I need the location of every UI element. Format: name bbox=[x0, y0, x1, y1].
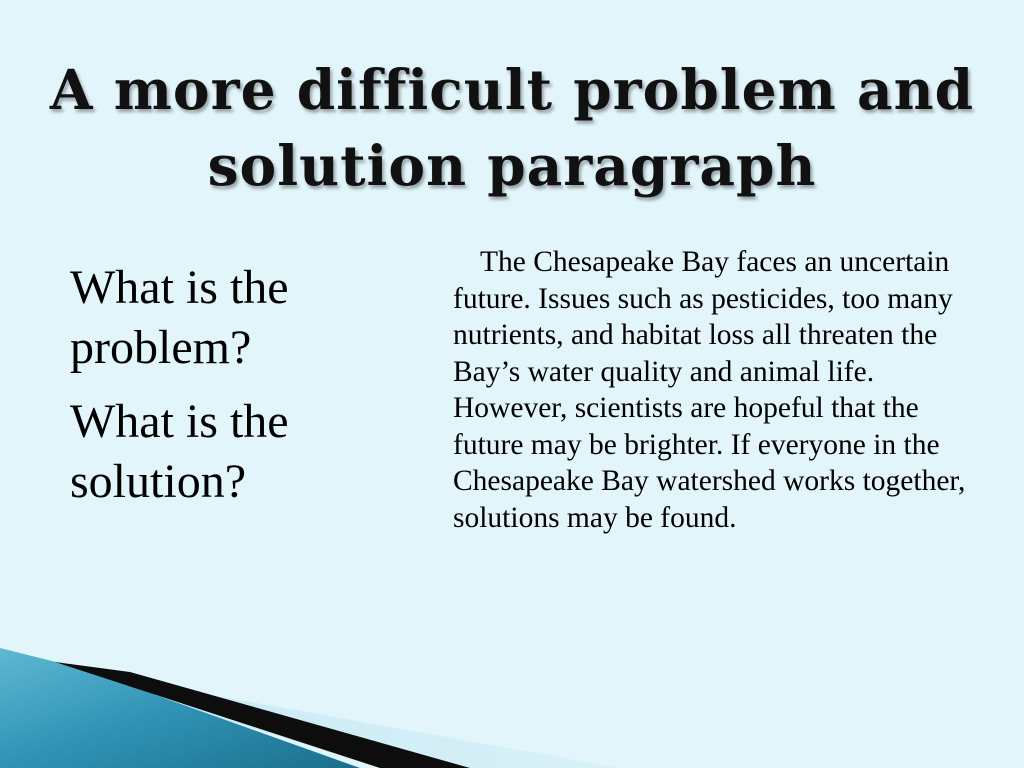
blue-swoosh bbox=[0, 648, 360, 768]
slide-title: A more difficult problem and solution paragraph bbox=[49, 57, 975, 198]
solution-question: What is the solution? bbox=[70, 395, 289, 508]
question-list bbox=[70, 258, 410, 526]
problem-question: What is the problem? bbox=[70, 261, 289, 374]
example-paragraph: The Chesapeake Bay faces an uncertain future. Issues such as pesticides, too many nutrients, and habitat loss all threaten the Bay’s water quality and animal life. However, scientists are hopeful that the future may be brighter. If everyone in the Chesapeake Bay watershed works together, solutions may be found. bbox=[453, 246, 966, 534]
